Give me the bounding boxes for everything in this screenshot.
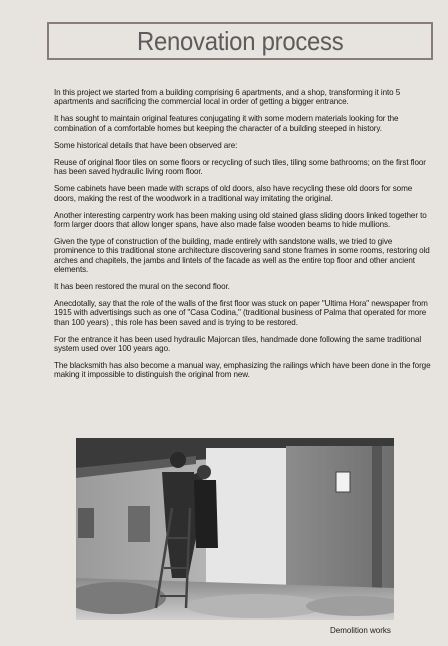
paragraph: The blacksmith has also become a manual way, emphasizing the railings which have been done in the forge making it impossible to distinguish the original from new.	[54, 361, 431, 380]
paragraph: Anecdotally, say that the role of the walls of the first floor was stuck on paper "Ultima Hora" newspaper from 1915 with advertisings such as one of "Casa Codina," (traditional business of Palma that operated for more than 100 years) , this role has been saved and is trying to be restored.	[54, 299, 428, 327]
demolition-photo	[76, 438, 394, 620]
title-box	[47, 22, 433, 60]
paragraph: Reuse of original floor tiles on some floors or recycling of such tiles, tiling some bathrooms; on the first floor has been saved hydraulic living room floor.	[54, 158, 426, 177]
paragraph: Some cabinets have been made with scraps of old doors, also have recycling these old doors for some doors, making the rest of the woodwork in a traditional way imitating the original.	[54, 184, 413, 203]
paragraph: Some historical details that have been observed are:	[54, 140, 238, 150]
paragraph: Given the type of construction of the building, made entirely with sandstone walls, we tried to give prominence to this traditional stone architecture discovering sand stone frames in some rooms, restoring old arches and chapitels, the jambs and lintels of the facade as well as the entire top floor and other ancient elements.	[54, 237, 430, 274]
photo-caption: Demolition works	[330, 626, 391, 635]
body-text	[54, 88, 434, 388]
paragraph: In this project we started from a building comprising 6 apartments, and a shop, transforming it into 5 apartments and sacrificing the commercial local in order of getting a bigger entrance.	[54, 88, 401, 107]
paragraph: It has sought to maintain original features conjugating it with some modern materials looking for the combination of a comfortable homes but keeping the character of a building steeped in history.	[54, 114, 399, 133]
paragraph: For the entrance it has been used hydraulic Majorcan tiles, handmade done following the same traditional system used over 100 years ago.	[54, 334, 422, 354]
paragraph: Another interesting carpentry work has been making using old stained glass sliding doors linked together to form larger doors that allow longer spans, have also made false wooden beams to hide mullions.	[54, 210, 427, 230]
paragraph: It has been restored the mural on the second floor.	[54, 282, 230, 292]
page-title: Renovation process	[136, 25, 344, 56]
